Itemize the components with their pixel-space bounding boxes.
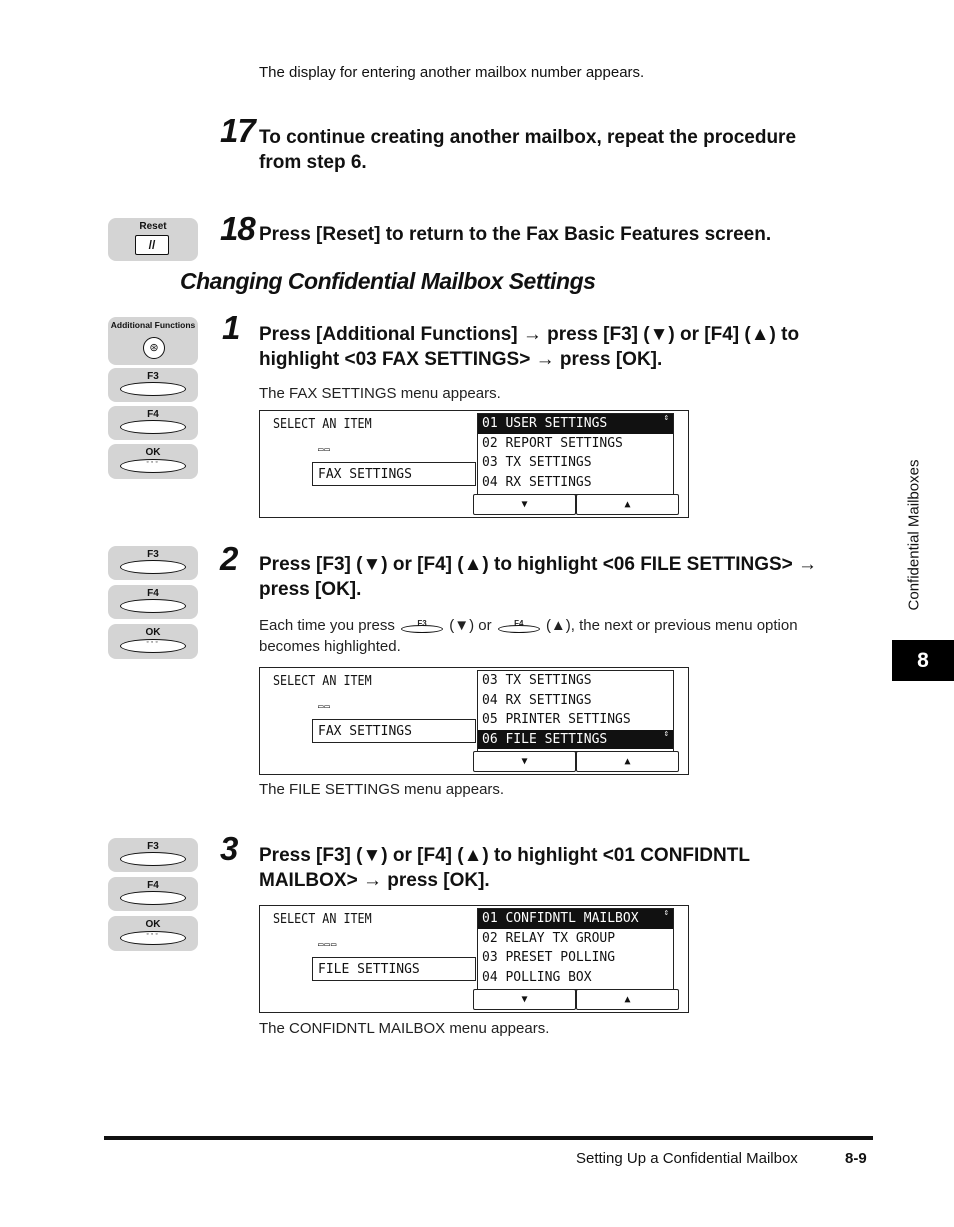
step-3-text [259, 843, 750, 893]
lcd-field: FILE SETTINGS [312, 957, 476, 981]
reset-key-label: Reset [139, 221, 167, 232]
lcd-field: FAX SETTINGS [312, 719, 476, 743]
chapter-badge: 8 [892, 640, 954, 681]
footer-rule [104, 1136, 873, 1140]
side-tab [900, 440, 928, 630]
lcd-down-button: ▼ [473, 989, 576, 1010]
step-2-note-d: becomes highlighted. [259, 638, 401, 655]
lcd-up-button: ▲ [576, 751, 679, 772]
f4-key [108, 877, 198, 911]
additional-functions-label: Additional Functions [110, 320, 196, 330]
lcd-up-button: ▲ [576, 989, 679, 1010]
step-17-text [259, 125, 796, 175]
lcd-menu-item: 03 PRESET POLLING [482, 950, 616, 965]
lcd-fax-settings [259, 410, 689, 518]
lcd-menu [477, 413, 674, 495]
step-number-2: 2 [220, 540, 238, 577]
lcd-menu-item: 02 REPORT SETTINGS [482, 435, 623, 451]
step-1-line1: Press [Additional Functions] → press [F3] (▼) or [F4] (▲) to [259, 324, 800, 345]
step-2-note-b: (▼) or [449, 617, 492, 634]
ok-key-label: OK [145, 447, 161, 458]
lcd-squares: ▭▭ [318, 445, 331, 455]
additional-functions-key [108, 317, 198, 365]
f3-key-label: F3 [147, 371, 159, 382]
reset-icon: // [135, 235, 169, 255]
lcd-title: SELECT AN ITEM [273, 417, 372, 432]
lcd-down-button: ▼ [473, 494, 576, 515]
step-1-note: The FAX SETTINGS menu appears. [259, 385, 501, 402]
lcd-menu-item: 06 FILE SETTINGS ⇕ [478, 730, 673, 750]
f4-key-icon [120, 420, 186, 434]
f4-key [108, 585, 198, 619]
f4-key [108, 406, 198, 440]
f4-key-label: F4 [147, 588, 159, 599]
f3-key [108, 546, 198, 580]
ok-key-icon: ◦◦◦ [120, 459, 186, 473]
lcd-fax-settings-file [259, 667, 689, 775]
ok-key-label: OK [145, 919, 161, 930]
lcd-field: FAX SETTINGS [312, 462, 476, 486]
f4-key-icon [120, 891, 186, 905]
f4-key-label: F4 [147, 409, 159, 420]
lcd-menu-item: 04 RX SETTINGS [482, 692, 592, 708]
step-2-note-c: (▲), the next or previous menu option [545, 617, 798, 634]
f4-key-label: F4 [147, 880, 159, 891]
ok-key [108, 624, 198, 659]
step-2-line1: Press [F3] (▼) or [F4] (▲) to highlight <06 FILE SETTINGS> → [259, 554, 818, 575]
lcd-menu-item: 05 PRINTER SETTINGS [482, 712, 631, 727]
step-2-line2: press [OK]. [259, 579, 362, 600]
additional-functions-icon: ⊛ [143, 337, 165, 359]
scroll-indicator-icon: ⇕ [663, 908, 669, 918]
f3-key-label: F3 [147, 549, 159, 560]
step-3-line2: MAILBOX> → press [OK]. [259, 870, 490, 891]
f3-key [108, 368, 198, 402]
step-number-1: 1 [222, 309, 240, 346]
page-number: 8-9 [845, 1150, 867, 1167]
lcd-squares: ▭▭▭ [318, 940, 338, 950]
ok-key-icon: ◦◦◦ [120, 639, 186, 653]
step-17-line2: from step 6. [259, 152, 367, 173]
scroll-indicator-icon: ⇕ [663, 728, 669, 739]
lcd-menu-item: 04 RX SETTINGS [482, 474, 592, 490]
step-number-18: 18 [220, 210, 255, 247]
f4-key-inline-icon: F4 [496, 615, 542, 635]
lcd-menu-item: 02 RELAY TX GROUP [482, 930, 616, 946]
step-2-after: The FILE SETTINGS menu appears. [259, 781, 505, 798]
side-tab-label: Confidential Mailboxes [905, 459, 923, 611]
step-3-after: The CONFIDNTL MAILBOX menu appears. [259, 1020, 550, 1037]
step-2-note [259, 615, 879, 657]
ok-key-label: OK [145, 627, 161, 638]
reset-key [108, 218, 198, 261]
lcd-menu-item: 01 CONFIDNTL MAILBOX ⇕ [478, 909, 673, 929]
f3-key-icon [120, 560, 186, 574]
step-2-text [259, 552, 817, 602]
f3-key-icon [120, 382, 186, 396]
step-2-note-a: Each time you press [259, 617, 395, 634]
section-title: Changing Confidential Mailbox Settings [180, 268, 596, 294]
step-number-17: 17 [220, 112, 255, 149]
lcd-menu [477, 670, 674, 752]
lcd-file-settings [259, 905, 689, 1013]
f3-key-label: F3 [147, 841, 159, 852]
f3-key-inline-icon: F3 [399, 615, 445, 635]
scroll-indicator-icon: ⇕ [663, 413, 669, 423]
ok-key-icon: ◦◦◦ [120, 931, 186, 945]
f3-key [108, 838, 198, 872]
step-17-line1: To continue creating another mailbox, repeat the procedure [259, 127, 797, 148]
lcd-up-button: ▲ [576, 494, 679, 515]
lcd-menu-item: 04 POLLING BOX [482, 969, 592, 985]
lcd-title: SELECT AN ITEM [273, 674, 372, 689]
lcd-menu-item: 01 USER SETTINGS ⇕ [478, 414, 673, 434]
lcd-menu-item: 03 TX SETTINGS [482, 455, 592, 470]
step-3-line1: Press [F3] (▼) or [F4] (▲) to highlight <01 CONFIDNTL [259, 845, 750, 866]
step-18-text: Press [Reset] to return to the Fax Basic Features screen. [259, 224, 772, 245]
step-1-text [259, 322, 799, 372]
intro-text: The display for entering another mailbox number appears. [259, 64, 645, 81]
f3-key-icon [120, 852, 186, 866]
lcd-menu-item: 03 TX SETTINGS [482, 673, 592, 688]
lcd-menu [477, 908, 674, 990]
f4-key-icon [120, 599, 186, 613]
lcd-squares: ▭▭ [318, 702, 331, 712]
step-number-3: 3 [220, 830, 238, 867]
lcd-down-button: ▼ [473, 751, 576, 772]
footer-title: Setting Up a Confidential Mailbox [576, 1150, 798, 1167]
ok-key [108, 916, 198, 951]
lcd-title: SELECT AN ITEM [273, 912, 372, 927]
ok-key [108, 444, 198, 479]
step-1-line2: highlight <03 FAX SETTINGS> → press [OK]. [259, 349, 663, 370]
